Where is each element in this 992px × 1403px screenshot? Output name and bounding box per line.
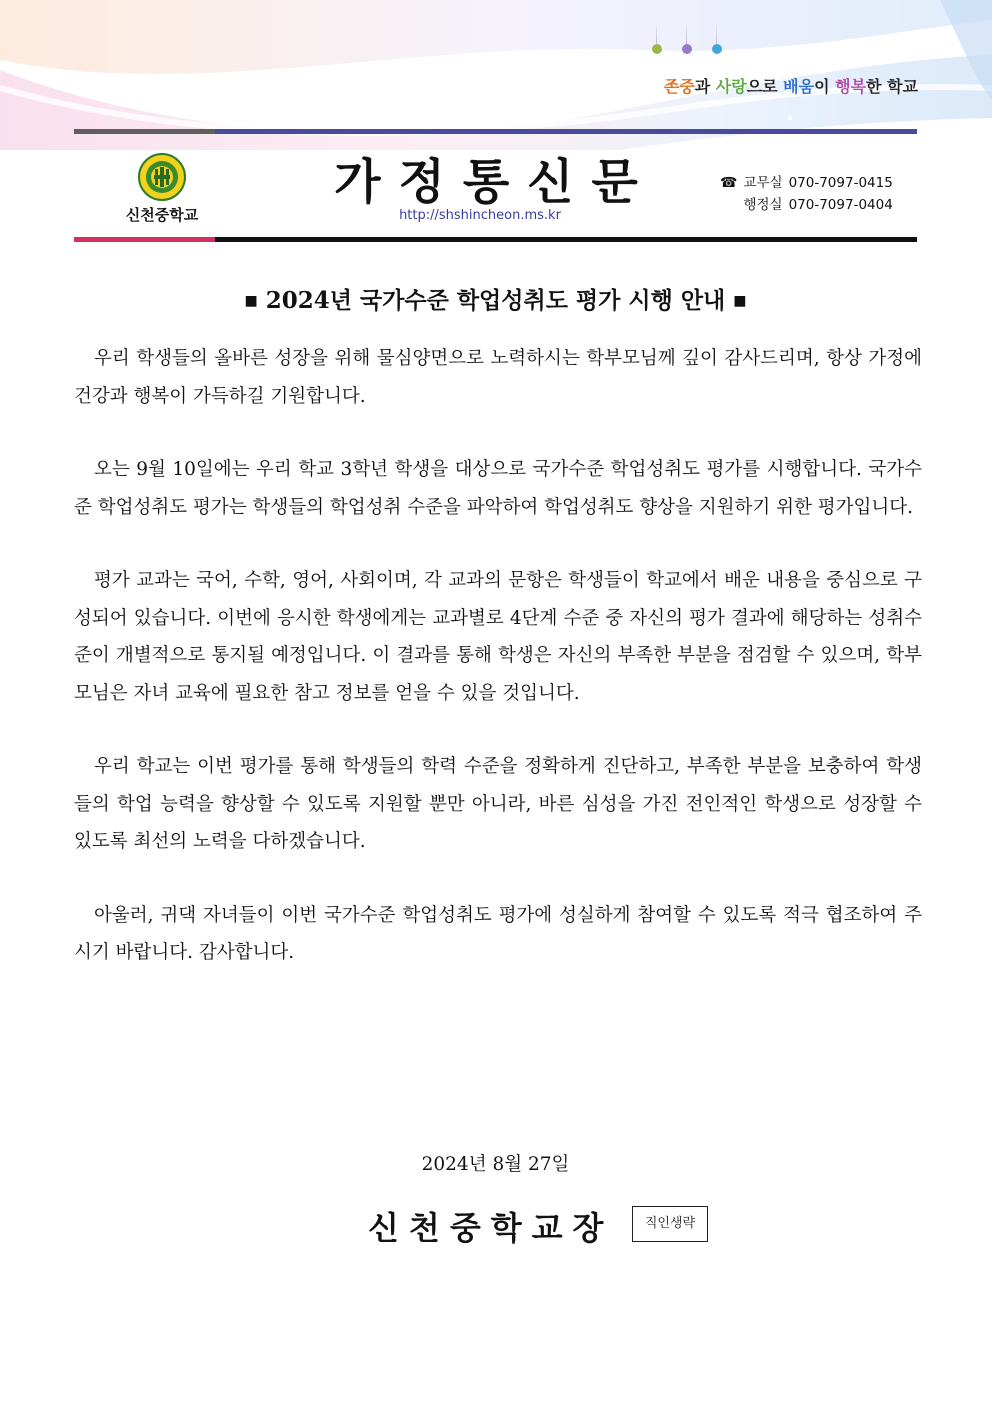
decorative-dots — [652, 44, 722, 54]
document-title — [74, 282, 917, 315]
school-name: 신천중학교 — [125, 206, 199, 224]
motto-word-happiness: 행복 — [835, 77, 867, 96]
school-website-link[interactable]: http://shshincheon.ms.kr — [399, 208, 561, 223]
paragraph: 우리 학교는 이번 평가를 통해 학생들의 학력 수준을 정확하게 진단하고, 부족한 부분을 보충하여 학생들의 학업 능력을 향상할 수 있도록 지원할 뿐만 아니라, 바른 심성을 가진 전인적인 학생으로 성장할 수 있도록 최선의 노력을 다하겠습니다. — [74, 756, 922, 852]
square-bullet-icon: ■ — [733, 293, 747, 309]
paragraph: 오는 9월 10일에는 우리 학교 3학년 학생을 대상으로 국가수준 학업성취도 평가를 시행합니다. 국가수준 학업성취도 평가는 학생들의 학업성취 수준을 파악하여 학업성취도 향상을 지원하기 위한 평가입니다. — [74, 459, 922, 518]
blue-dot-icon — [712, 44, 722, 54]
contact-number: 070-7097-0415 — [788, 175, 893, 191]
paragraph: 아울러, 귀댁 자녀들이 이번 국가수준 학업성취도 평가에 성실하게 참여할 수 있도록 적극 협조하여 주시기 바랍니다. 감사합니다. — [74, 904, 922, 963]
paragraph: 우리 학생들의 올바른 성장을 위해 물심양면으로 노력하시는 학부모님께 깊이 감사드리며, 항상 가정에 건강과 행복이 가득하길 기원합니다. — [74, 348, 922, 407]
issue-date: 2024년 8월 27일 — [421, 1154, 570, 1175]
phone-icon: ☎ — [720, 175, 738, 191]
motto-word-respect: 존중 — [663, 77, 695, 96]
seal-omitted-box: 직인생략 — [632, 1206, 708, 1242]
header-bottom-rule — [74, 237, 917, 242]
contact-number: 070-7097-0404 — [788, 197, 893, 213]
signer-name: 신천중학교장 — [368, 1209, 614, 1247]
square-bullet-icon: ■ — [244, 293, 258, 309]
green-dot-icon — [652, 44, 662, 54]
document-title-text: 2024년 국가수준 학업성취도 평가 시행 안내 — [265, 287, 726, 314]
purple-dot-icon — [682, 44, 692, 54]
paragraph: 평가 교과는 국어, 수학, 영어, 사회이며, 각 교과의 문항은 학생들이 학교에서 배운 내용을 중심으로 구성되어 있습니다. 이번에 응시한 학생에게는 교과별로 4단계 수준 중 자신의 평가 결과에 해당하는 성취수준이 개별적으로 통지될 예정입니다. 이 결과를 통해 학생은 자신의 부족한 부분을 점검할 수 있으며, 학부모님은 자녀 교육에 필요한 참고 정보를 얻을 수 있을 것입니다. — [74, 570, 922, 704]
contact-label: 교무실 — [743, 175, 783, 191]
document-body — [74, 340, 922, 1008]
school-emblem-icon — [138, 153, 186, 201]
newsletter-title: 가정통신문 — [334, 154, 656, 210]
header-top-rule — [74, 129, 917, 134]
contact-label: 행정실 — [743, 197, 783, 213]
contact-row-admin-office — [720, 194, 893, 216]
contact-row-academic-office — [720, 172, 893, 194]
contact-info — [720, 172, 893, 216]
school-motto: 존중과 사랑으로 배움이 행복한 학교 — [663, 77, 918, 96]
motto-word-learning: 배움 — [783, 77, 815, 96]
motto-word-love: 사랑 — [715, 77, 747, 96]
